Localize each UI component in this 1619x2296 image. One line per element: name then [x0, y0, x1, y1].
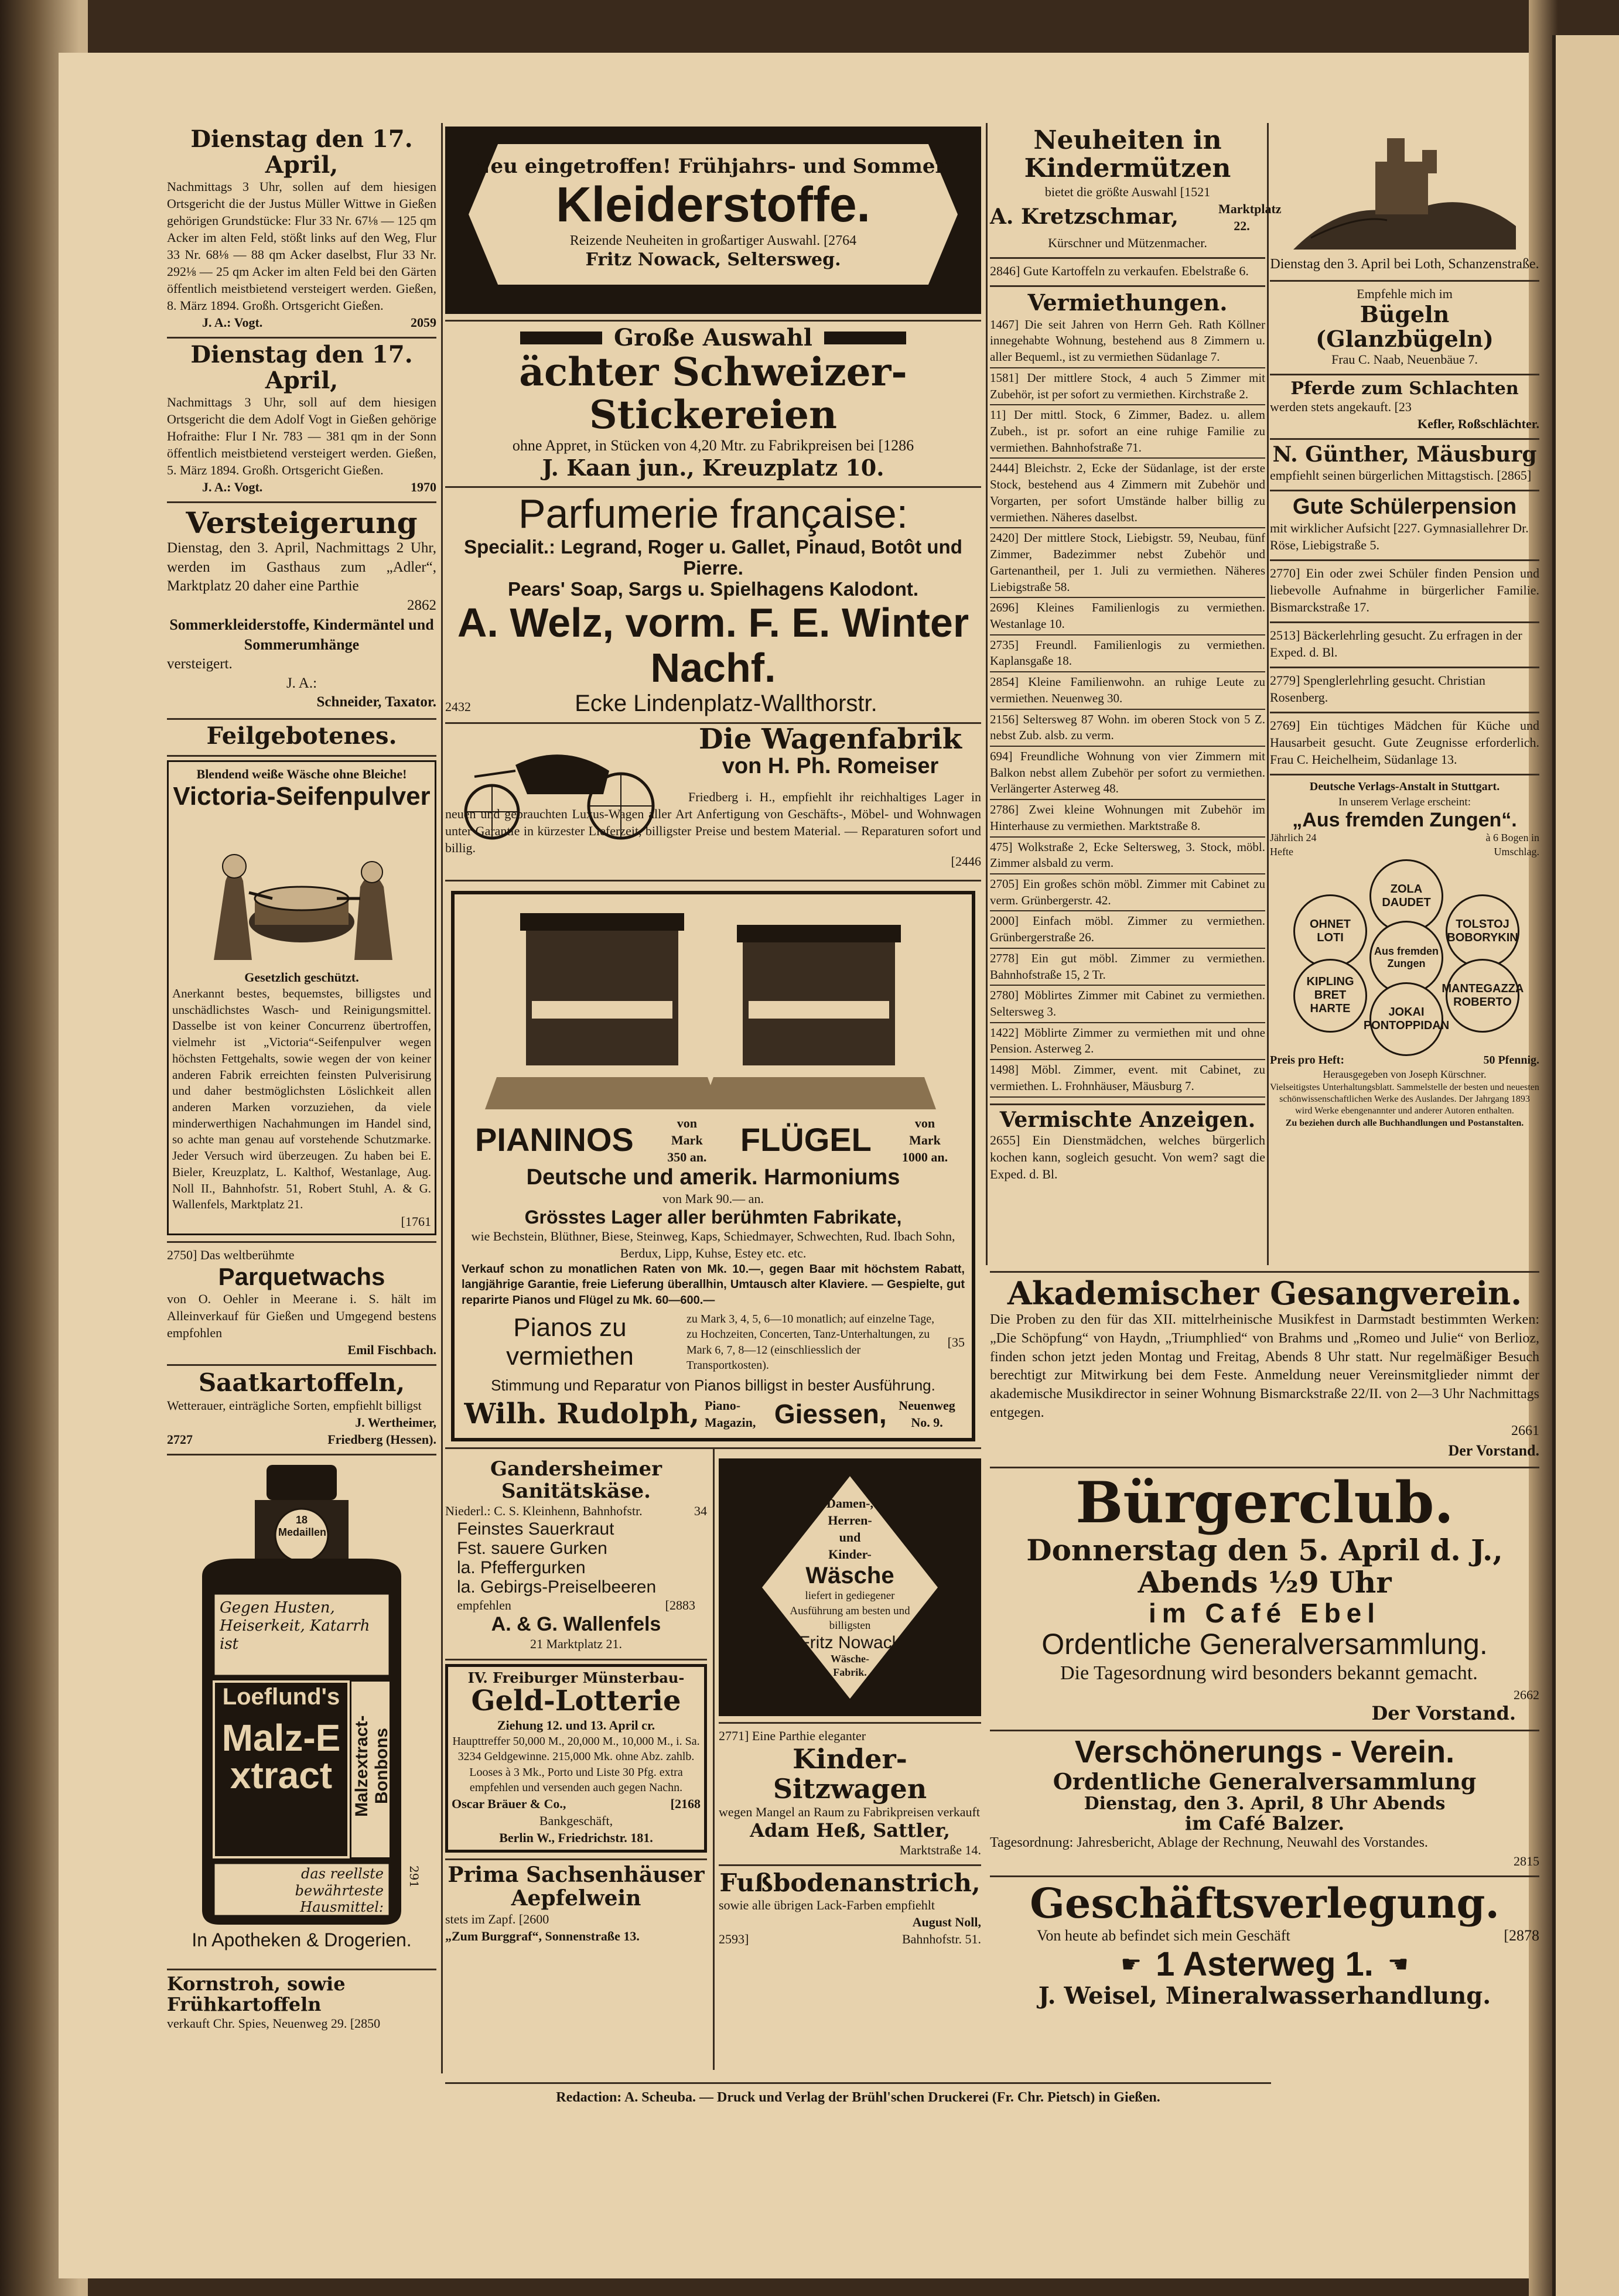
- ad-address: 21 Marktplatz 21.: [530, 1636, 623, 1652]
- ad-body: Tagesordnung: Jahresbericht, Ablage der Rechnung, Neuwahl des Vorstandes.: [990, 1835, 1428, 1851]
- stimmung-line: Stimmung und Reparatur von Pianos billigst in bester Ausführung.: [491, 1376, 935, 1394]
- ad-spenglerlehrling: [1270, 668, 1539, 713]
- list-item: 1581] Der mittlere Stock, 4 auch 5 Zimmer mit Zubehör, ist per sofort zu vermiethen. Kirchstraße 2.: [990, 368, 1265, 405]
- ad-kornstroh: [167, 1970, 436, 2032]
- bottle-label-bottom: das reellste bewährteste Hausmittel:: [295, 1865, 384, 1916]
- ad-rudolph-pianos: [445, 882, 981, 1450]
- ad-firm-type: Piano-Magazin,: [704, 1398, 756, 1430]
- ad-title: Die Wagenfabrik: [698, 722, 962, 756]
- ad-footer: In Apotheken & Drogerien.: [192, 1929, 412, 1950]
- ad-title: Dienstag den 17. April,: [190, 341, 413, 395]
- column-rule: [986, 123, 988, 1265]
- column-rule: [1267, 123, 1269, 1265]
- ad-title: Parquetwachs: [218, 1263, 385, 1291]
- ad-sign: Frau C. Naab, Neuenbäue 7.: [1331, 352, 1478, 367]
- pointing-hand-icon: ☛: [1387, 1951, 1409, 1979]
- facing-page-strip: [1552, 35, 1619, 2296]
- ad-title: Verschönerungs - Verein.: [1074, 1734, 1455, 1769]
- ad-firm: A. Welz, vorm. F. E. Winter Nachf.: [457, 599, 969, 691]
- ad-number: [2878: [1504, 1927, 1539, 1945]
- author-circle: MANTEGAZZA ROBERTO: [1446, 959, 1519, 1033]
- medal-count: 18 Medaillen: [278, 1513, 327, 1538]
- ad-firm: August Noll,: [912, 1914, 981, 1929]
- ad-sign: J. Weisel, Mineralwasserhandlung.: [1038, 1982, 1491, 2010]
- ad-number: 2771]: [719, 1728, 749, 1744]
- list-item: 2778] Ein gut möbl. Zimmer zu vermiethen. Bahnhofstraße 15, 2 Tr.: [990, 949, 1265, 986]
- author-circles: [1270, 859, 1539, 1053]
- ad-stickereien: [445, 322, 981, 488]
- list-item: 2705] Ein großes schön möbl. Zimmer mit Cabinet zu verm. Grünbergerstr. 42.: [990, 874, 1265, 911]
- lager-line: Grösstes Lager aller berühmten Fabrikate,: [524, 1206, 902, 1228]
- ad-title: Fußbodenanstrich,: [719, 1868, 981, 1897]
- ad-fussboden: [719, 1866, 981, 1948]
- rental-list: [990, 315, 1265, 1098]
- pianinos-label: PIANINOS: [475, 1121, 634, 1159]
- author-circle: OHNET LOTI: [1293, 894, 1367, 968]
- list-item: 2444] Bleichstr. 2, Ecke der Südanlage, ist der erste Stock, bestehend aus 4 Zimmern mit Zubehör und Vorgarten, per sofort Umstände halber billig zu vermiethen. Näheres daselbst.: [990, 459, 1265, 528]
- ad-intro: Eine Parthie eleganter: [752, 1728, 866, 1744]
- ad-top: Deutsche Verlags-Anstalt in Stuttgart.: [1309, 780, 1500, 794]
- ad-title: Saatkartoffeln,: [198, 1368, 405, 1398]
- ad-bezug: Zu beziehen durch alle Buchhandlungen und Postanstalten.: [1285, 1118, 1524, 1128]
- ad-recommend: empfehlen: [457, 1598, 511, 1613]
- ad-number: 2662: [1514, 1687, 1539, 1702]
- ad-buegeln: [1270, 282, 1539, 376]
- ad-body: Gute Kartoffeln zu verkaufen. Ebelstraße 6.: [1023, 263, 1249, 278]
- ad-sub: Kürschner und Mützenmacher.: [1048, 235, 1207, 250]
- ad-sign: Der Vorstand.: [1448, 1442, 1539, 1460]
- author-circle: ZOLA DAUDET: [1369, 859, 1443, 933]
- ad-number: 2593]: [719, 1931, 749, 1946]
- ad-items: Sommerkleiderstoffe, Kindermäntel und Sommerumhänge: [169, 616, 434, 654]
- ad-sign: J. Kaan jun., Kreuzplatz 10.: [542, 454, 884, 481]
- ad-body: liefert in gediegener Ausführung am besten und billigsten: [790, 1590, 910, 1632]
- ad-address: Neuenweg No. 9.: [899, 1398, 955, 1430]
- ad-title: N. Günther, Mäusburg: [1272, 442, 1537, 467]
- ad-event: Ordentliche Generalversammlung.: [1041, 1627, 1488, 1660]
- ad-geschaeftsverlegung: [990, 1877, 1539, 2009]
- ad-baeckerlehrling: [1270, 623, 1539, 668]
- ad-body: 2655] Ein Dienstmädchen, welches bürgerlich kochen kann, sogleich gesucht. Von wem? sagt die Exped. d. Bl.: [990, 1133, 1265, 1182]
- ad-body: Reizende Neuheiten in großartiger Auswahl. [2764: [569, 233, 857, 248]
- imprint-footer: Redaction: A. Scheuba. — Druck und Verlag der Brühl'schen Druckerei (Fr. Chr. Pietsch) in Gießen.: [445, 2082, 1271, 2106]
- ad-title: Kleiderstoffe.: [556, 177, 870, 233]
- ad-pferde: [1270, 375, 1539, 440]
- ad-title: Victoria-Seifenpulver: [173, 781, 431, 811]
- list-item: 2696] Kleines Familienlogis zu vermiethen. Westanlage 10.: [990, 598, 1265, 635]
- pianinos-price: von Mark 350 an.: [667, 1115, 707, 1164]
- column-1: [167, 123, 436, 2032]
- ad-sign: J. A.: Vogt.: [202, 480, 263, 495]
- ad-fremden-zungen: [1270, 775, 1539, 1129]
- ad-sign: J. A.:: [286, 675, 317, 691]
- section-title: Vermischte Anzeigen.: [999, 1107, 1256, 1132]
- ad-aepfelwein: [445, 1860, 707, 1944]
- ad-body: bietet die größte Auswahl [1521: [1044, 184, 1211, 199]
- ad-top: IV. Freiburger Münsterbau-: [467, 1669, 685, 1686]
- ad-title: Geld-Lotterie: [471, 1684, 681, 1717]
- ad-sign: Adam Heß, Sattler,: [750, 1819, 950, 1842]
- ad-body: ohne Appret, in Stücken von 4,20 Mtr. zu Fabrikpreisen bei [1286: [512, 437, 914, 455]
- ad-tagline: Neu eingetroffen! Frühjahrs- und Sommer-: [472, 155, 954, 178]
- ad-title: Bürgerclub.: [1075, 1470, 1454, 1536]
- subcolumn-left: [445, 1455, 707, 1944]
- ad-number: 2846]: [990, 263, 1020, 278]
- ad-auction-mueller: [167, 123, 436, 339]
- ad-kindermuetzen: [990, 123, 1282, 259]
- verkauf-terms: Verkauf schon zu monatlichen Raten von Mk. 10.—, gegen Baar mit höchstem Rabatt, langjährige Garantie, freie Lieferung überallhin, Umtausch alter Klaviere. — Gespielte, gut reparirte Pianos und Flügel zu Mk. 60—600.—: [462, 1262, 965, 1307]
- ad-place: im Café Balzer.: [1184, 1812, 1345, 1835]
- ad-title: Versteigerung: [186, 505, 418, 541]
- ad-victoria: [167, 757, 436, 1243]
- ad-sign: J. Wertheimer,: [355, 1414, 436, 1430]
- ad-sign: J. A.: Vogt.: [202, 315, 263, 330]
- ad-number: 2661: [1511, 1423, 1539, 1439]
- ad-title: Wäsche: [805, 1563, 894, 1589]
- ad-tagline: Blendend weiße Wäsche ohne Bleiche!: [196, 766, 407, 781]
- ad-headline: ächter Schweizer-Stickereien: [519, 349, 907, 438]
- ad-firm: Oscar Bräuer & Co.,: [452, 1796, 566, 1812]
- ad-sub: Bankgeschäft,: [539, 1813, 613, 1829]
- fluegel-price: von Mark 1000 an.: [901, 1115, 948, 1164]
- ad-buergerclub: [990, 1468, 1539, 1731]
- ad-address: Marktstraße 14.: [899, 1842, 981, 1857]
- ad-parfumerie: [445, 488, 981, 724]
- ad-top: Damen-, Herren- und Kinder-: [826, 1496, 874, 1562]
- section-vermischte: [990, 1105, 1265, 1183]
- ad-right: à 6 Bogen in Umschlag.: [1485, 832, 1539, 857]
- list-item: 1467] Die seit Jahren von Herrn Geh. Rath Köllner innegehabte Wohnung, bestehend aus 8 Zimmern u. aller Bequeml., ist zu vermiethen Südanlage 7.: [990, 315, 1265, 368]
- harmonium-price: von Mark 90.— an.: [662, 1191, 764, 1206]
- ad-body: verkauft Chr. Spies, Neuenweg 29.: [167, 2016, 347, 2031]
- list-item: 2735] Freundl. Familienlogis zu vermiethen. Kaplansgaße 18.: [990, 636, 1265, 672]
- ad-versteigerung: [167, 503, 436, 719]
- ad-lotterie: [445, 1660, 707, 1861]
- ad-title: Bügeln (Glanzbügeln): [1316, 300, 1494, 352]
- ad-number: [2883: [665, 1598, 695, 1613]
- ad-number: [2168: [670, 1796, 701, 1812]
- ad-firm: A. & G. Wallenfels: [491, 1613, 661, 1636]
- ad-place: im Café Ebel: [1148, 1598, 1381, 1628]
- section-vermiethungen: [990, 287, 1265, 1105]
- ad-gandersheimer: [445, 1455, 707, 1660]
- ad-firm: A. Kretzschmar,: [990, 204, 1179, 230]
- brand-list: wie Bechstein, Blüthner, Biese, Steinweg, Kaps, Schiedmayer, Schwechten, Rud. Ibach Sohn, Berdux, Lipp, Kuhse, Estey etc. etc.: [471, 1228, 955, 1260]
- subcolumn-right: [719, 1455, 981, 1948]
- ad-waesche: [719, 1455, 981, 1724]
- ad-editor: Herausgegeben von Joseph Kürschner.: [1323, 1068, 1487, 1080]
- ad-title: Geschäftsverlegung.: [1030, 1879, 1500, 1928]
- ad-body: Friedberg i. H., empfiehlt ihr reichhaltiges Lager in neuen und gebrauchten Luxus-Wagen aller Art Anfertigung von Geschäfts-, Möbel- und Wohnwagen unter Garantie in kürzester Lieferzeit, billigster Preise und bestem Material. — Reparaturen sofort und billig.: [445, 789, 981, 855]
- ad-sign: Der Vorstand.: [1371, 1702, 1516, 1724]
- ad-event: Ordentliche Generalversammlung: [1053, 1768, 1477, 1795]
- column-4: [1270, 123, 1539, 1129]
- bottle-title: Malz-Extract: [221, 1716, 341, 1796]
- ad-items: Feinstes Sauerkraut Fst. sauere Gurken la. Pfeffergurken la. Gebirgs-Preiselbeeren: [457, 1519, 657, 1597]
- ad-title: Akademischer Gesangverein.: [1007, 1275, 1522, 1312]
- pianos-illustration: [462, 901, 965, 1112]
- ad-tail: versteigert.: [167, 656, 233, 672]
- ad-gesangverein: [990, 1271, 1539, 1468]
- ad-date: Dienstag, den 3. April, 8 Uhr Abends: [1084, 1793, 1446, 1815]
- ad-title: Gute Schülerpension: [1292, 494, 1517, 520]
- author-circle: KIPLING BRET HARTE: [1293, 959, 1367, 1033]
- list-item: 475] Wolkstraße 2, Ecke Seltersweg, 3. Stock, möbl. Zimmer alsbald zu verm.: [990, 838, 1265, 874]
- column-2: [445, 123, 981, 2082]
- ad-parquetwachs: [167, 1243, 436, 1366]
- ad-body: Wetterauer, einträgliche Sorten, empfiehlt billigst: [167, 1398, 422, 1413]
- ad-subnum: 34: [694, 1504, 707, 1519]
- ad-sitzwagen: [719, 1724, 981, 1866]
- ad-left: Jährlich 24 Hefte: [1270, 832, 1317, 857]
- ad-place: Friedberg (Hessen).: [327, 1431, 436, 1447]
- ad-body: Dienstag, den 3. April, Nachmittags 2 Uhr, werden im Gasthaus zum „Adler“, Marktplatz 20 daher eine Parthie: [167, 540, 436, 594]
- ad-title: Pferde zum Schlachten: [1290, 378, 1519, 399]
- list-item: 694] Freundliche Wohnung von vier Zimmern mit Balkon nebst allem Zubehör per sofort zu vermiethen. Verlängerter Asterweg 48.: [990, 747, 1265, 800]
- vermieten-terms: zu Mark 3, 4, 5, 6—10 monatlich; auf einzelne Tage, zu Hochzeiten, Concerten, Tanz-Unterhaltungen, zu Mark 6, 7, 8—12 (einschliesslich der Transportkosten).: [686, 1313, 935, 1372]
- ad-number: [2850: [350, 2016, 381, 2031]
- bottle-label-top: Gegen Husten, Heiserkeit, Katarrh ist: [220, 1598, 370, 1653]
- ad-city: Giessen,: [774, 1398, 887, 1429]
- ad-sign: Kefler, Roßschlächter.: [1418, 416, 1539, 432]
- ad-protected: Gesetzlich geschützt.: [244, 969, 359, 985]
- section-feilgebotenes: [167, 720, 436, 757]
- ad-loeflund: [167, 1456, 436, 1970]
- castle-illustration: [1287, 127, 1522, 255]
- price-value: 50 Pfennig.: [1483, 1053, 1539, 1067]
- ad-body: Nachmittags 3 Uhr, sollen auf dem hiesigen Ortsgericht die der Justus Müller Wittwe in Gießen gehörigen Grundstücke: Flur 33 Nr. 67⅛ — 125 qm Acker im alten Feld, stößt links auf den Weg, Flur 33 Nr. 68⅛ — 88 qm Acker daselbst, Flur 33 Nr. 292⅛ — 25 qm Acker im alten Feld bei den Gärten öffentlich meistbietend versteigert werden. Gießen, 8. März 1894. Großh. Ortsgericht Gießen.: [167, 179, 436, 313]
- ad-body: 2770] Ein oder zwei Schüler finden Pension und liebevolle Aufnahme in bürgerlicher Familie. Bismarckstraße 17.: [1270, 565, 1539, 614]
- ad-body: Die Proben zu den für das XII. mittelrheinische Musikfest in Darmstadt bestimmten Werken: „Die Schöpfung“ von Haydn, „Triumphlied“ von Brahms und „Romeo und Julie“ von Berlioz, finden schon jetzt jeden Montag und Freitag, Abends 8 Uhr statt. Nur regelmäßiger Besuch berechtigt zur Mitwirkung bei dem Feste. Anmeldung neuer Vereinsmitglieder nimmt der akademische Musikdirector in seiner Wohnung Bismarckstraße 22/II. von 2—3 Uhr Nachmittags entgegen.: [990, 1312, 1539, 1420]
- ad-line: Specialit.: Legrand, Roger u. Gallet, Pinaud, Botôt und Pierre.: [464, 535, 962, 579]
- bottle-brand: Loeflund's: [222, 1683, 340, 1710]
- list-item: 11] Der mittl. Stock, 6 Zimmer, Badez. u. allem Zubeh., ist pr. sofort an eine ruhige Familie zu vermiethen. Bahnhofstraße 71.: [990, 405, 1265, 459]
- ad-body: von O. Oehler in Meerane i. S. hält im Alleinverkauf für Gießen und Umgegend bestens empfohlen: [167, 1292, 436, 1341]
- column-rule: [441, 123, 443, 2073]
- ad-sign: „Zum Burggraf“, Sonnenstraße 13.: [445, 1928, 640, 1943]
- list-item: 2780] Möblirtes Zimmer mit Cabinet zu vermiethen. Seltersweg 3.: [990, 986, 1265, 1023]
- ad-address: Marktplatz 22.: [1218, 201, 1282, 233]
- ad-sub: Niederl.: C. S. Kleinhenn, Bahnhofstr.: [445, 1504, 643, 1519]
- ad-tag: Wäsche-Fabrik.: [831, 1652, 869, 1679]
- ad-number: [35: [947, 1335, 965, 1350]
- ad-body: stets im Zapf. [2600: [445, 1911, 549, 1926]
- ad-body: werden stets angekauft. [23: [1270, 399, 1412, 415]
- ad-body: mit wirklicher Aufsicht [227. Gymnasiallehrer Dr. Röse, Liebigstraße 5.: [1270, 520, 1529, 552]
- ad-address: Bahnhofstr. 51.: [901, 1931, 981, 1946]
- ad-title: Neuheiten in Kindermützen: [1024, 125, 1231, 184]
- ad-body: Haupttreffer 50,000 M., 20,000 M., 10,000 M., i. Sa. 3234 Geldgewinne. 215,000 Mk. ohne Abz. zahlb. Looses à 3 Mk., Porto und Liste 30 Pfg. extra empfehlen und versenden auch gegen Nachn.: [452, 1734, 700, 1794]
- ad-body: 2513] Bäckerlehrling gesucht. Zu erfragen in der Exped. d. Bl.: [1270, 627, 1522, 660]
- ad-number: 2862: [407, 597, 436, 613]
- center-circle: Aus fremden Zungen: [1369, 921, 1443, 995]
- ad-guenther: [1270, 440, 1539, 491]
- ad-date: Donnerstag den 5. April d. J.,: [1026, 1533, 1503, 1567]
- ad-schuelerpension: [1270, 491, 1539, 561]
- ad-title: Kornstroh, sowie Frühkartoffeln: [167, 1972, 346, 2015]
- ad-body: 2779] Spenglerlehrling gesucht. Christian Rosenberg.: [1270, 673, 1485, 705]
- ad-wagenfabrik: [445, 724, 981, 882]
- ad-number: 2750]: [167, 1248, 197, 1263]
- lower-subcolumns: [445, 1449, 981, 2082]
- ad-title: Kinder-Sitzwagen: [773, 1743, 927, 1805]
- ad-sub: In unserem Verlage erscheint:: [1338, 795, 1471, 808]
- ad-body: Nachmittags 3 Uhr, soll auf dem hiesigen Ortsgericht die dem Adolf Vogt in Gießen gehörige Hofraithe: Flur I Nr. 783 — 381 qm in der Sonn öffentlich meistbietend versteigert werden. Gießen, 5. März 1894. Großh. Ortsgericht Gießen.: [167, 395, 436, 478]
- ad-number: 291: [407, 1865, 421, 1888]
- ad-date: Ziehung 12. und 13. April cr.: [497, 1717, 655, 1733]
- ad-sign: Fritz Nowack, Seltersweg.: [585, 250, 841, 271]
- author-circle: TOLSTOJ BOBORYKIN: [1446, 894, 1519, 968]
- section-title: Feilgebotenes.: [206, 722, 397, 750]
- author-circle: JOKAI PONTOPPIDAN: [1369, 982, 1443, 1056]
- ad-kartoffeln: [990, 259, 1265, 287]
- ad-number: 2432: [445, 699, 471, 714]
- ad-number: 2059: [411, 315, 436, 330]
- list-item: 2786] Zwei kleine Wohnungen mit Zubehör im Hinterhause zu vermiethen. Marktstraße 8.: [990, 800, 1265, 837]
- vermieten-label: Pianos zu vermiethen: [506, 1313, 634, 1371]
- list-item: 2156] Seltersweg 87 Wohn. im oberen Stock von 5 Z. nebst Zub. alsb. zu verm.: [990, 710, 1265, 747]
- ad-kleiderstoffe: [445, 123, 981, 322]
- section-title: Vermiethungen.: [1027, 289, 1228, 316]
- ad-number: [1761: [401, 1214, 431, 1229]
- list-item: 2000] Einfach möbl. Zimmer zu vermiethen. Grünbergerstraße 26.: [990, 911, 1265, 948]
- ad-body: Dienstag den 3. April bei Loth, Schanzenstraße.: [1270, 257, 1539, 272]
- ad-body: Vielseitigstes Unterhaltungsblatt. Sammelstelle der besten und neuesten schönwissenschaftlichen Werke des Auslandes. Der Jahrgang 1893 wird Werke ebengenannter und anderer Autoren enthalten.: [1270, 1082, 1539, 1116]
- ad-body: 2769] Ein tüchtiges Mädchen für Küche und Hausarbeit gesucht. Gute Zeugnisse erforderlich. Frau C. Heichelheim, Südanlage 13.: [1270, 718, 1539, 767]
- ad-title: Große Auswahl: [614, 324, 812, 351]
- list-item: 1422] Möblirte Zimmer zu vermiethen mit und ohne Pension. Asterweg 2.: [990, 1023, 1265, 1060]
- ad-address: 1 Asterweg 1.: [1156, 1945, 1374, 1984]
- ad-number: 1970: [411, 480, 436, 495]
- ad-intro: Empfehle mich im: [1357, 286, 1453, 301]
- ad-intro: Das weltberühmte: [200, 1248, 295, 1263]
- ad-sign-name: Schneider, Taxator.: [316, 694, 436, 710]
- washerwomen-illustration: [179, 811, 425, 969]
- ad-verschoenerung: [990, 1731, 1539, 1877]
- ad-firm: von H. Ph. Romeiser: [722, 754, 939, 779]
- pointing-hand-icon: ☛: [1121, 1951, 1142, 1979]
- ad-title: Parfumerie française:: [518, 490, 908, 537]
- list-item: 2854] Kleine Familienwohn. an ruhige Leute zu vermiethen. Neuenweg 30.: [990, 672, 1265, 709]
- ad-title: „Aus fremden Zungen“.: [1292, 808, 1517, 831]
- ad-number: [2446: [951, 853, 981, 869]
- ad-saatkartoffeln: [167, 1366, 436, 1455]
- price-label: Preis pro Heft:: [1270, 1053, 1345, 1067]
- wide-block: [990, 1271, 1539, 2009]
- harmonium-label: Deutsche und amerik. Harmoniums: [526, 1164, 900, 1190]
- ad-firm: Wilh. Rudolph,: [464, 1397, 700, 1430]
- ad-firm: Fritz Nowack: [799, 1632, 901, 1652]
- ad-title: Prima Sachsenhäuser Aepfelwein: [448, 1863, 705, 1911]
- ad-body: sowie alle übrigen Lack-Farben empfiehlt: [719, 1897, 935, 1912]
- column-3: [990, 123, 1282, 1183]
- list-item: 1498] Möbl. Zimmer, event. mit Cabinet, zu vermiethen. L. Frohnhäuser, Mäusburg 7.: [990, 1060, 1265, 1097]
- ad-address: Berlin W., Friedrichstr. 181.: [499, 1830, 653, 1846]
- ad-maedchen: [1270, 713, 1539, 775]
- ad-number: 2727: [167, 1431, 193, 1447]
- ad-body: empfiehlt seinen bürgerlichen Mittagstisch. [2865]: [1270, 467, 1532, 483]
- list-item: 2420] Der mittlere Stock, Liebigstr. 59, Neubau, fünf Zimmer, Badezimmer nebst Zubehör und Gartenantheil, per 1. Juli zu vermiethen. Näheres Liebigstraße 58.: [990, 528, 1265, 598]
- ad-auction-vogt: [167, 339, 436, 503]
- ad-line: Pears' Soap, Sargs u. Spielhagens Kalodont.: [507, 578, 919, 600]
- ad-schueler-familie: [1270, 561, 1539, 623]
- ad-body: Anerkannt bestes, bequemstes, billigstes und unschädlichstes Wasch- und Reinigungsmittel. Dasselbe ist von keiner Concurrenz übertroffen, vielmehr ist „Victoria“-Seifenpulver wegen höchsten Fettgehalts, sowie wegen der von keiner anderen Fabrik erreichten feinsten Pulverisirung und daher bestmöglichsten Löslichkeit allen anderen Marken vorzuziehen, da viele minderwerthigen Nachahmungen im Handel sind, so achte man genau auf vorstehende Schutzmarke. Jeder Versuch wird überzeugen. Zu haben bei E. Bieler, Kreuzplatz, L. Kalthof, Westanlage, Aug. Noll II., Bahnhofstr. 51, Robert Stuhl, A. & G. Wallenfels, Marktplatz 21.: [172, 986, 431, 1212]
- ad-body: wegen Mangel an Raum zu Fabrikpreisen verkauft: [719, 1805, 980, 1820]
- fluegel-label: FLÜGEL: [740, 1121, 872, 1159]
- ad-sign: Emil Fischbach.: [347, 1342, 436, 1358]
- ad-castle: [1270, 123, 1539, 282]
- bottle-side-label: Malzextract-Bonbons: [352, 1715, 391, 1817]
- ad-body: Von heute ab befindet sich mein Geschäft: [1037, 1927, 1290, 1945]
- ad-number: 2815: [1514, 1854, 1539, 1869]
- ad-address: Ecke Lindenplatz-Wallthorstr.: [575, 690, 877, 716]
- ad-body: Die Tagesordnung wird besonders bekannt gemacht.: [1060, 1662, 1478, 1684]
- ad-time: Abends ½9 Uhr: [1138, 1565, 1392, 1600]
- ad-title: Gandersheimer Sanitätskäse.: [490, 1457, 662, 1503]
- ad-title: Dienstag den 17. April,: [190, 125, 413, 179]
